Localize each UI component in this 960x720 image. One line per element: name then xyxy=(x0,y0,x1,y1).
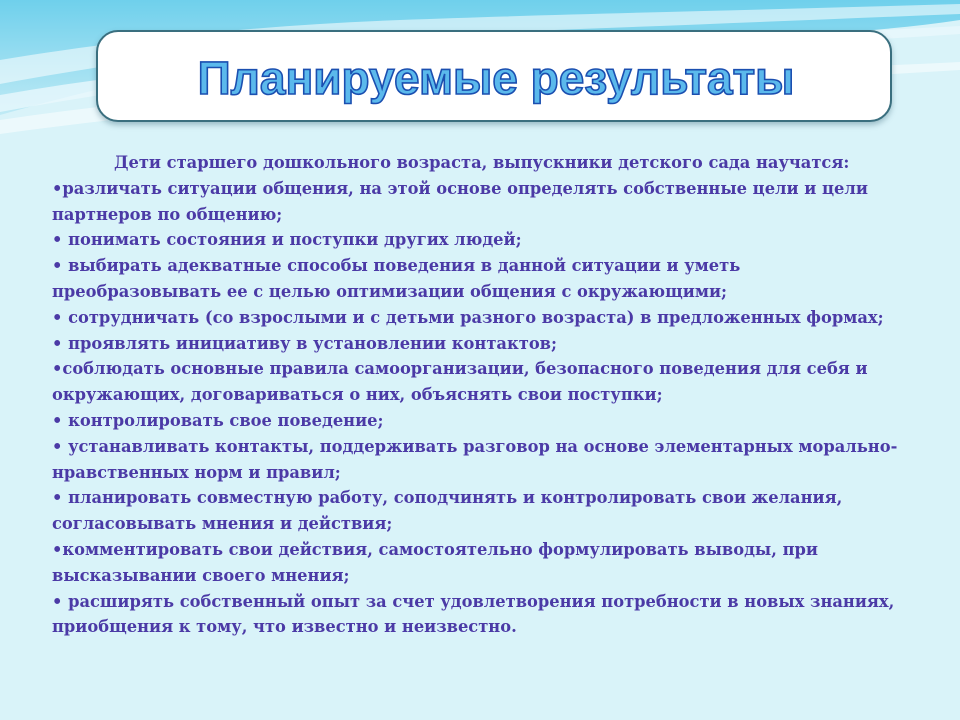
list-item: • проявлять инициативу в установлении контактов; xyxy=(52,333,557,353)
list-item: • понимать состояния и поступки других людей; xyxy=(52,230,522,250)
list-item: • устанавливать контакты, поддерживать разговор на основе элементарных морально-нравственных норм и правил; xyxy=(52,436,898,482)
list-item: •различать ситуации общения, на этой основе определять собственные цели и цели партнеров по общению; xyxy=(52,178,868,224)
list-item: •комментировать свои действия, самостоятельно формулировать выводы, при высказывании своего мнения; xyxy=(52,539,818,585)
intro-line: Дети старшего дошкольного возраста, выпускники детского сада научатся: xyxy=(114,153,850,172)
list-item: • контролировать свое поведение; xyxy=(52,410,384,430)
slide-title-text: Планируемые результаты xyxy=(197,52,795,104)
slide-title xyxy=(98,32,894,124)
list-item: • планировать совместную работу, соподчинять и контролировать свои желания, согласовывать мнения и действия; xyxy=(52,488,843,534)
list-item: •соблюдать основные правила самоорганизации, безопасного поведения для себя и окружающих, договариваться о них, объяснять свои поступки; xyxy=(52,359,868,405)
list-item: • выбирать адекватные способы поведения в данной ситуации и уметь преобразовывать ее с целью оптимизации общения с окружающими; xyxy=(52,256,741,301)
results-content xyxy=(52,150,912,640)
list-item: • расширять собственный опыт за счет удовлетворения потребности в новых знаниях, приобщения к тому, что известно и неизвестно. xyxy=(52,591,895,637)
list-item: • сотрудничать (со взрослыми и с детьми разного возраста) в предложенных формах; xyxy=(52,307,884,327)
title-box xyxy=(96,30,892,122)
